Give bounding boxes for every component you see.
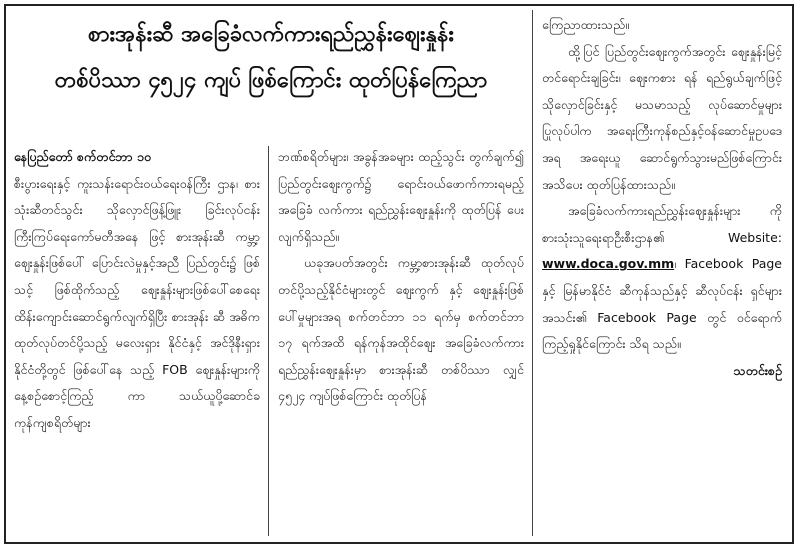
column-3	[542, 12, 782, 384]
body-paragraph-2: ယခုအပတ်အတွင်း ကမ္ဘာ့စားအုန်းဆီ ထုတ်လုပ်တင်ပို့သည့်နိုင်ငံများတွင် ဈေးကွက် နှင့် ဈေးနှုန်းဖြစ်ပေါ်မှုများအရ စက်တင်ဘာ ၁၁ ရက်မှ စက်တင်ဘာ ၁၇ ရက်အထိ ရန်ကုန်အထိုင်ဈေး အခြေခံလက်ကား ရည်ညွှန်းဈေးနှုန်းမှာ စားအုန်းဆီ တစ်ပိဿာ လျှင် ၄၅၂၄ ကျပ်ဖြစ်ကြောင်း ထုတ်ပြန်	[278, 255, 524, 404]
headline-line-2: တစ်ပိဿာ ၄၅၂၄ ကျပ် ဖြစ်ကြောင်း ထုတ်ပြန်ကြေညာ	[54, 68, 488, 93]
body-paragraph-2-continued: ကြေညာထားသည်။	[542, 17, 629, 32]
body-paragraph-3: ထို့ပြင် ပြည်တွင်းဈေးကွက်အတွင်း ဈေးနှုန်းမြင့်တင်ရောင်းချခြင်း၊ ဈေးကစား ရန် ရည်ရွယ်ချက်ဖြင့် သိုလှောင်ခြင်းနှင့် မသမာသည့် လုပ်ဆောင်မှုများပြုလုပ်ပါက အရေးကြီးကုန်စည်နှင့်ဝန်ဆောင်မှုဥပဒေအရ အရေးယူ ဆောင်ရွက်သွားမည်ဖြစ်ကြောင်း အသိပေး ထုတ်ပြန်ထားသည်။	[542, 43, 782, 192]
paragraph-4-tail: ၊ Facebook Page နှင့် မြန်မာနိုင်ငံ ဆီကုန်သည်နှင့် ဆီလုပ်ငန်း ရှင်များအသင်း၏ Facebook Page တွင် ဝင်ရောက်ကြည့်ရှုနိုင်ကြောင်း သိရ သည်။	[542, 256, 782, 352]
column-1	[14, 144, 260, 437]
news-article-frame	[4, 4, 794, 544]
article-headline	[16, 12, 526, 104]
paragraph-4-lead: အခြေခံလက်ကားရည်ညွှန်းဈေးနှုန်းများ ကို စားသုံးသူရေးရာဦးစီးဌာန၏ Website:	[542, 203, 782, 245]
column-divider-left	[268, 146, 269, 536]
dateline: နေပြည်တော် စက်တင်ဘာ ၁၀	[14, 149, 151, 164]
website-link[interactable]: www.doca.gov.mm	[542, 256, 675, 272]
column-2	[278, 144, 524, 410]
article-signature: သတင်းစဉ်	[733, 362, 782, 378]
body-paragraph-1-continued: ဘဏ်စရိတ်များ၊ အခွန်အခများ ထည့်သွင်း တွက်ချက်၍ ပြည်တွင်းဈေးကွက်၌ ရောင်းဝယ်ဖောက်ကားရမည့် အခြေခံ လက်ကား ရည်ညွှန်းဈေးနှုန်းကို ထုတ်ပြန် ပေးလျက်ရှိသည်။	[278, 149, 524, 244]
body-paragraph-1: စီးပွားရေးနှင့် ကူးသန်းရောင်းဝယ်ရေးဝန်ကြီး ဌာန၊ စားသုံးဆီတင်သွင်း သိုလှောင်ဖြန့်ဖြူး ခြင်းလုပ်ငန်း ကြီးကြပ်ရေးကော်မတီအနေ ဖြင့် စားအုန်းဆီ ကမ္ဘာ့ဈေးနှုန်းဖြစ်ပေါ် ပြောင်းလဲမှုနှင့်အညီ ပြည်တွင်း၌ ဖြစ်သင့် ဖြစ်ထိုက်သည့် ဈေးနှုန်းများဖြစ်ပေါ်စေရေး ထိန်းကျောင်းဆောင်ရွက်လျက်ရှိပြီး စားအုန်း ဆီ အဓိကထုတ်လုပ်တင်ပို့သည့် မလေးရှား နိုင်ငံနှင့် အင်ဒိုနီးရှားနိုင်ငံတို့တွင် ဖြစ်ပေါ်နေ သည့် FOB ဈေးနှုန်းများကို နေ့စဉ်စောင့်ကြည့် ကာ သယ်ယူပို့ဆောင်ခ ကုန်ကျစရိတ်များ	[14, 175, 260, 430]
headline-line-1: စားအုန်းဆီ အခြေခံလက်ကားရည်ညွှန်းဈေးနှုန်း	[88, 22, 454, 47]
body-paragraph-4	[542, 198, 782, 358]
column-divider-right	[532, 10, 533, 536]
